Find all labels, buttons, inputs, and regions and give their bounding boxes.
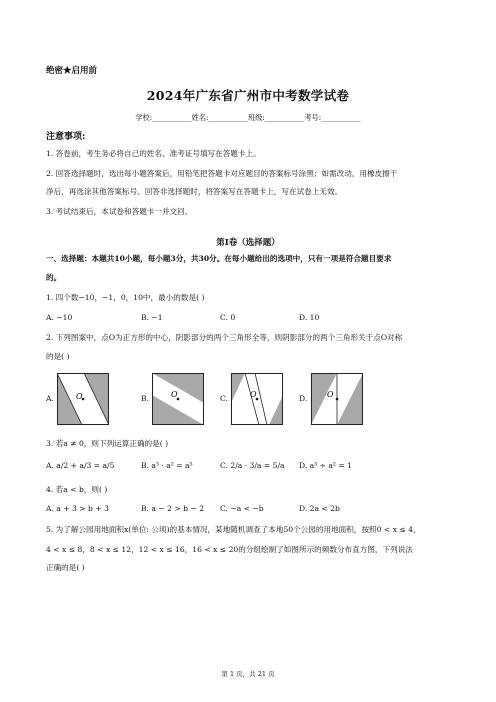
q3-option-c[interactable]: C. 2/a · 3/a = 5/a: [220, 461, 285, 470]
q3-option-d[interactable]: D. a³ ÷ a² = 1: [299, 461, 353, 470]
question-5-stem: 5. 为了解公园用地面积x(单位: 公顷)的基本情况，某地随机调查了本地50个公园的用地面积，按照0 < x ≤ 4，: [46, 525, 421, 534]
notes-heading: 注意事项:: [46, 132, 86, 142]
question-5-stem-cont: 4 < x ≤ 8，8 < x ≤ 12，12 < x ≤ 16，16 < x ≤ 20的分组绘制了如图所示的频数分布直方图，下列说法: [46, 545, 413, 554]
question-3-stem: 3. 若a ≠ 0，则下列运算正确的是( ): [46, 439, 169, 448]
center-point-label: O: [250, 390, 257, 399]
q4-option-c[interactable]: C. −a < −b: [220, 504, 264, 513]
q4-option-a[interactable]: A. a + 3 > b + 3: [46, 504, 109, 513]
page-title: 2024年广东省广州市中考数学试卷: [146, 88, 350, 103]
center-point-label: O: [171, 390, 178, 399]
part-heading: 第I卷（选择题）: [216, 238, 280, 248]
note-item: 3. 考试结束后，本试卷和答题卡一并交回。: [46, 207, 193, 216]
note-item: 净后，再选涂其他答案标号。回答非选择题时，将答案写在答题卡上，写在试卷上无效。: [46, 187, 343, 196]
question-2-stem: 2. 下列图案中，点O为正方形的中心，阴影部分的两个三角形全等，则阴影部分的两个三角形关于点O对称: [46, 333, 403, 342]
question-1-stem: 1. 四个数−10，−1，0，10中，最小的数是( ): [46, 293, 205, 302]
center-point-label: O: [76, 392, 83, 401]
q1-option-d[interactable]: D. 10: [299, 313, 320, 322]
confidential-label: 绝密★启用前: [46, 66, 98, 76]
q2-figure-c: [231, 373, 283, 425]
question-4-stem: 4. 若a < b，则( ): [46, 485, 108, 494]
q2-figure-a: [57, 373, 109, 425]
q2-option-d[interactable]: D.: [299, 394, 308, 403]
q1-option-b[interactable]: B. −1: [141, 313, 163, 322]
question-5-stem-cont: 正确的是( ): [46, 563, 85, 572]
q3-option-b[interactable]: B. a³ · a² = a⁵: [141, 461, 193, 470]
q2-figure-d: [311, 373, 363, 425]
page-number: 第 1 页，共 21 页: [221, 670, 275, 678]
q4-option-d[interactable]: D. 2a < 2b: [299, 504, 340, 513]
q1-option-c[interactable]: C. 0: [220, 313, 236, 322]
section-instruction: 一、选择题：本题共10小题，每小题3分，共30分。在每小题给出的选项中，只有一项是符合题目要求: [46, 254, 392, 263]
q1-option-a[interactable]: A. −10: [46, 313, 73, 322]
section-instruction-cont: 的。: [46, 273, 62, 282]
q2-option-b[interactable]: B.: [141, 394, 149, 403]
student-info-line: 学校:___________姓名:___________班级:___________考号:___________: [135, 113, 361, 122]
note-item: 2. 回答选择题时，选出每小题答案后，用铅笔把答题卡对应题目的答案标号涂黑；如需改动，用橡皮擦干: [46, 169, 398, 178]
note-item: 1. 答卷前，考生务必将自己的姓名、准考证号填写在答题卡上。: [46, 149, 261, 158]
center-point-label: O: [327, 390, 334, 399]
q2-option-c[interactable]: C.: [220, 394, 228, 403]
q2-figure-b: [152, 373, 204, 425]
q4-option-b[interactable]: B. a − 2 > b − 2: [141, 504, 205, 513]
q3-option-a[interactable]: A. a/2 + a/3 = a/5: [46, 461, 115, 470]
question-2-stem-cont: 的是( ): [46, 352, 70, 361]
q2-option-a[interactable]: A.: [46, 394, 54, 403]
